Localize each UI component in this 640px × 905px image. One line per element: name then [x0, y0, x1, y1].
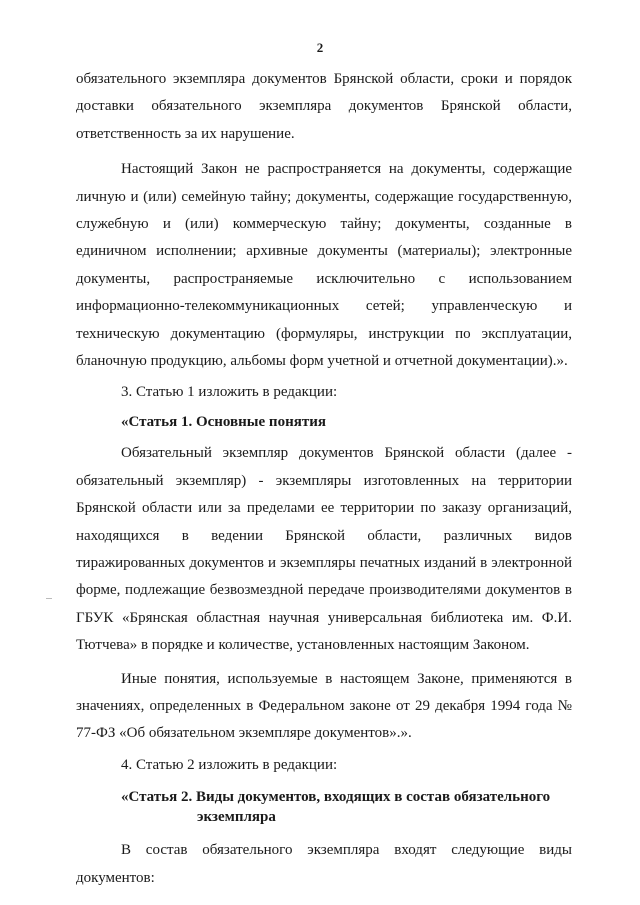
- article-1-heading: «Статья 1. Основные понятия: [121, 413, 326, 430]
- article-2-label: «Статья 2.: [121, 789, 193, 806]
- article-2-title-line2: экземпляра: [197, 809, 276, 826]
- document-body: [76, 66, 572, 892]
- paragraph-amend-article-2: 4. Статью 2 изложить в редакции:: [121, 756, 338, 773]
- paragraph-document-types: В состав обязательного экземпляра входят следующие виды документов:: [76, 842, 572, 886]
- paragraph-other-concepts: Иные понятия, используемые в настоящем Законе, применяются в значениях, определенных в Федеральном законе от 29 декабря 1994 года № 77-ФЗ «Об обязательном экземпляре документов».».: [76, 670, 572, 742]
- article-2-title-line1: Виды документов, входящих в состав обязательного: [195, 789, 551, 806]
- paragraph-exclusions: Настоящий Закон не распространяется на документы, содержащие личную и (или) семейную тайну; документы, содержащие государственную, служебную и (или) коммерческую тайну; документы, созданные в единичном исполнении; архивные документы (материалы); электронные документы, распространяемые исключительно с использованием информационно-телекоммуникационных сетей; управленческую и техническую документацию (формуляры, инструкции по эксплуатации, бланочную продукцию, альбомы форм учетной и отчетной документации).».: [76, 161, 572, 370]
- page-number: 2: [316, 40, 324, 55]
- paragraph-definition: Обязательный экземпляр документов Брянской области (далее - обязательный экземпляр) - экземпляры изготовленных на территории Брянской области или за пределами ее территории по заказу организаций, находящихся в ведении Брянской области, различных видов тиражированных документов и экземпляры печатных изданий в электронной форме, подлежащие безвозмездной передаче производителями документов в ГБУК «Брянская областная научная универсальная библиотека им. Ф.И. Тютчева» в порядке и количестве, установленных настоящим Законом.: [76, 445, 572, 654]
- article-2-heading: [76, 787, 572, 827]
- paragraph-scope-end: обязательного экземпляра документов Брянской области, сроки и порядок доставки обязательного экземпляра документов Брянской области, ответственность за их нарушение.: [76, 71, 572, 142]
- paragraph-amend-article-1: 3. Статью 1 изложить в редакции:: [121, 384, 338, 401]
- margin-mark: [46, 598, 52, 599]
